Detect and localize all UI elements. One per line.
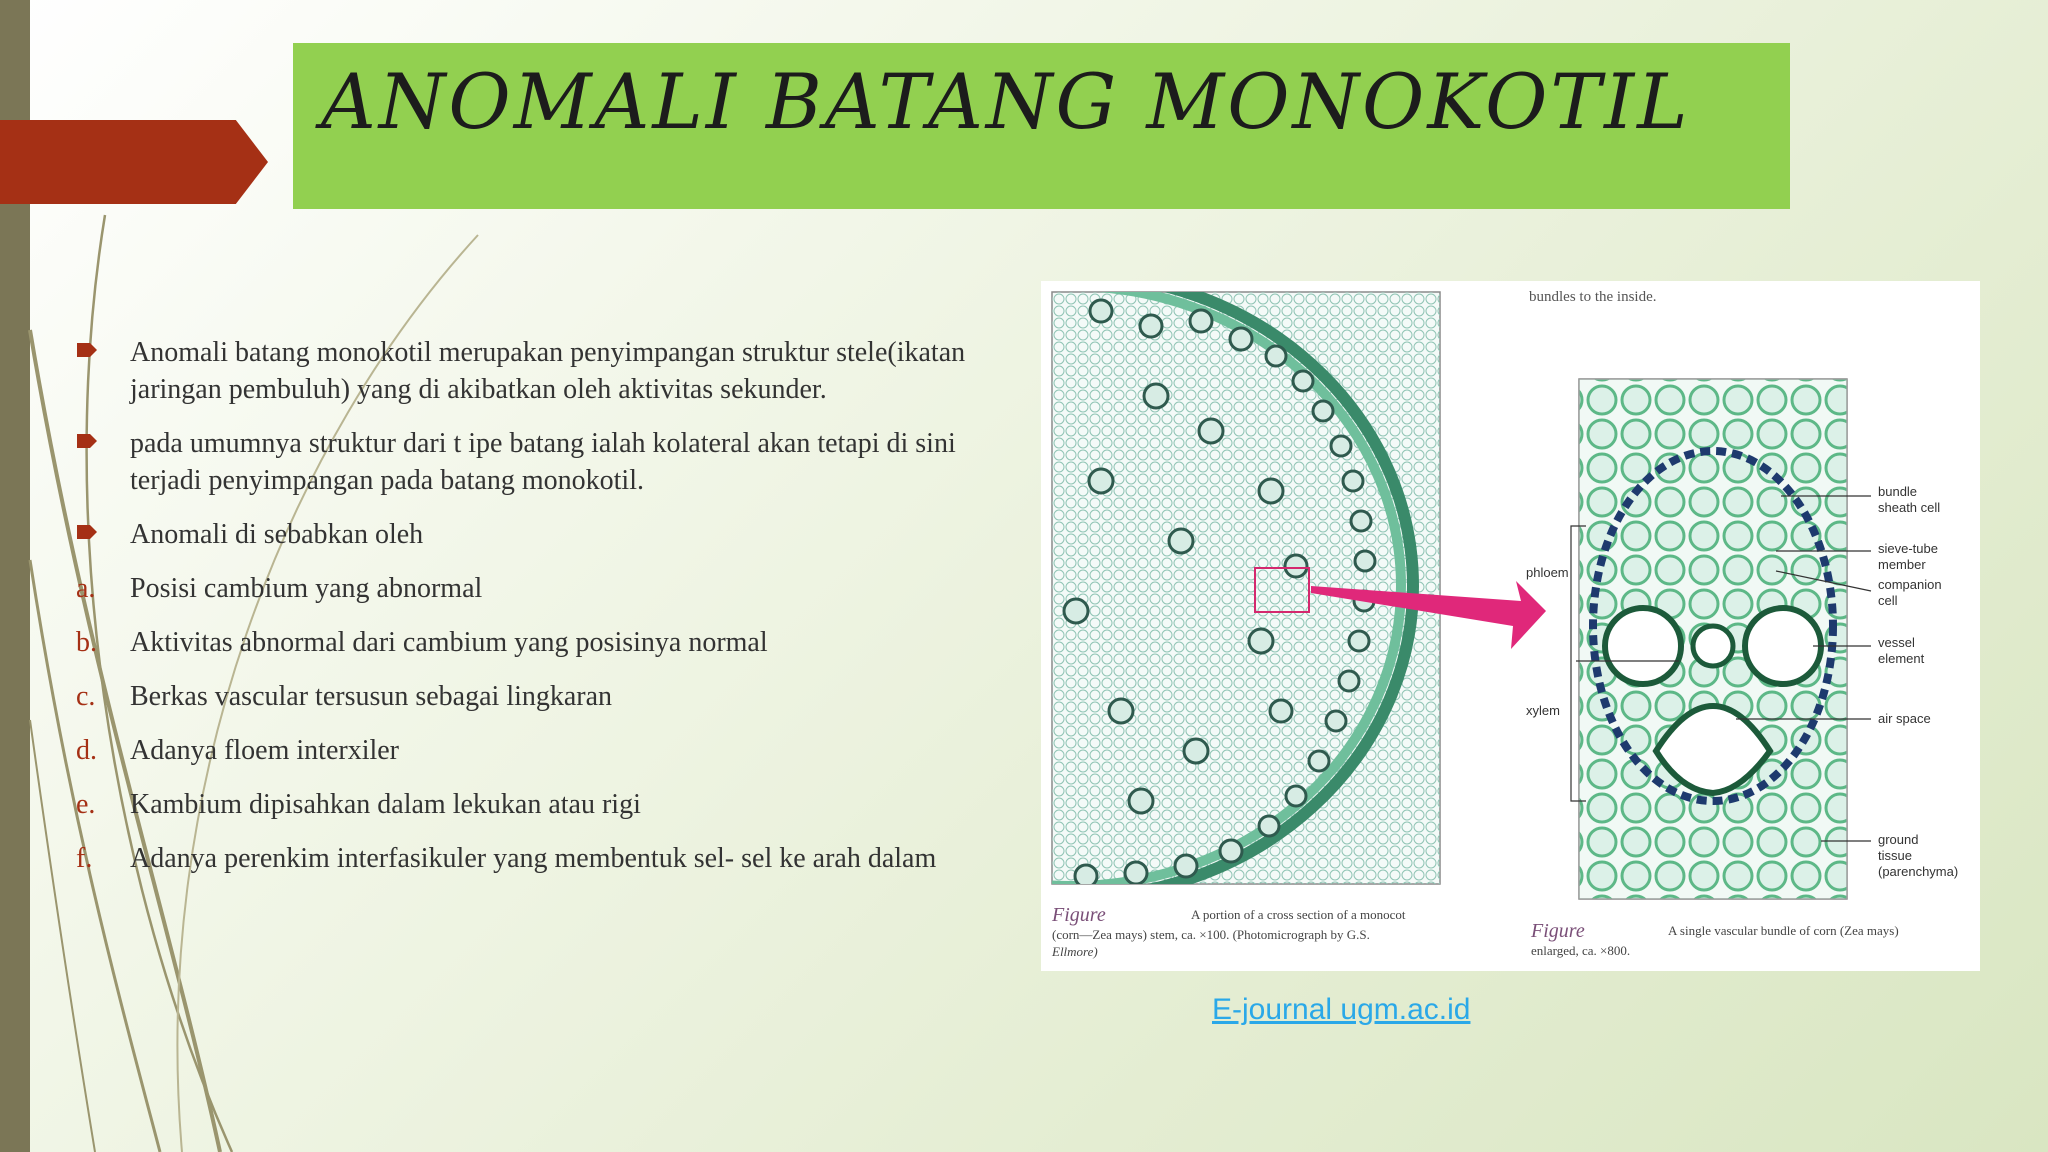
list-text: Adanya floem interxiler — [130, 735, 400, 766]
list-item-e — [70, 786, 1010, 823]
caption-left-line1: A portion of a cross section of a monocot — [1191, 907, 1406, 922]
list-item-f — [70, 840, 1010, 877]
label-sheath-cell: sheath cell — [1878, 500, 1941, 515]
micrograph-figure — [1041, 281, 1980, 971]
slide-title: ANOMALI BATANG MONOKOTIL — [321, 57, 1691, 146]
list-letter: c. — [76, 681, 96, 712]
label-cell: cell — [1878, 593, 1898, 608]
label-member: member — [1878, 557, 1926, 572]
label-ground: ground — [1878, 832, 1919, 847]
label-parenchyma: (parenchyma) — [1878, 864, 1959, 879]
arrow-bullet-icon — [77, 343, 97, 357]
caption-left-line2: (corn—Zea mays) stem, ca. ×100. (Photomicrograph by G.S. — [1052, 927, 1370, 942]
list-text: Posisi cambium yang abnormal — [130, 573, 483, 604]
label-bundle: bundle — [1878, 484, 1918, 499]
arrow-bullet-icon — [77, 434, 97, 448]
list-item-d — [70, 732, 1010, 769]
bullet-list — [70, 334, 1010, 894]
title-banner — [293, 43, 1790, 209]
list-item-a — [70, 570, 1010, 607]
accent-arrow-tab — [0, 120, 268, 204]
caption-right-line1: A single vascular bundle of corn (Zea mays) — [1668, 923, 1899, 938]
bullet-item-1 — [70, 334, 1010, 408]
list-text: Adanya perenkim interfasikuler yang membentuk sel- sel ke arah dalam — [130, 843, 937, 874]
caption-right-label: Figure — [1531, 920, 1585, 942]
label-sieve-tube: sieve-tube — [1878, 541, 1938, 556]
bullet-item-2 — [70, 425, 1010, 499]
list-letter: d. — [76, 735, 97, 766]
arrow-bullet-icon — [77, 525, 97, 539]
label-companion: companion — [1878, 577, 1942, 592]
caption-left-label: Figure — [1052, 904, 1106, 926]
label-phloem: phloem — [1526, 565, 1569, 580]
list-letter: b. — [76, 627, 97, 658]
list-item-c — [70, 678, 1010, 715]
list-text: Kambium dipisahkan dalam lekukan atau rigi — [130, 789, 641, 820]
label-air-space: air space — [1878, 711, 1931, 726]
bullet-item-3 — [70, 516, 1010, 553]
figure-top-text: bundles to the inside. — [1529, 289, 1657, 305]
list-letter: e. — [76, 789, 96, 820]
figure-illustration — [1041, 281, 1980, 971]
list-text: Aktivitas abnormal dari cambium yang posisinya normal — [130, 627, 768, 658]
list-letter: f. — [76, 843, 93, 874]
bullet-text: pada umumnya struktur dari t ipe batang ialah kolateral akan tetapi di sini terjadi penyimpangan pada batang monokotil. — [130, 428, 956, 496]
list-item-b — [70, 624, 1010, 661]
label-element: element — [1878, 651, 1925, 666]
label-xylem: xylem — [1526, 703, 1560, 718]
label-vessel: vessel — [1878, 635, 1915, 650]
label-tissue: tissue — [1878, 848, 1912, 863]
source-link[interactable]: E-journal ugm.ac.id — [1212, 993, 1471, 1026]
list-text: Berkas vascular tersusun sebagai lingkaran — [130, 681, 613, 712]
bullet-text: Anomali di sebabkan oleh — [130, 519, 424, 550]
caption-right-line2: enlarged, ca. ×800. — [1531, 943, 1631, 958]
caption-left-line3: Ellmore) — [1052, 944, 1098, 959]
bullet-text: Anomali batang monokotil merupakan penyimpangan struktur stele(ikatan jaringan pembuluh) yang di akibatkan oleh aktivitas sekunder. — [130, 337, 966, 405]
list-letter: a. — [76, 573, 96, 604]
